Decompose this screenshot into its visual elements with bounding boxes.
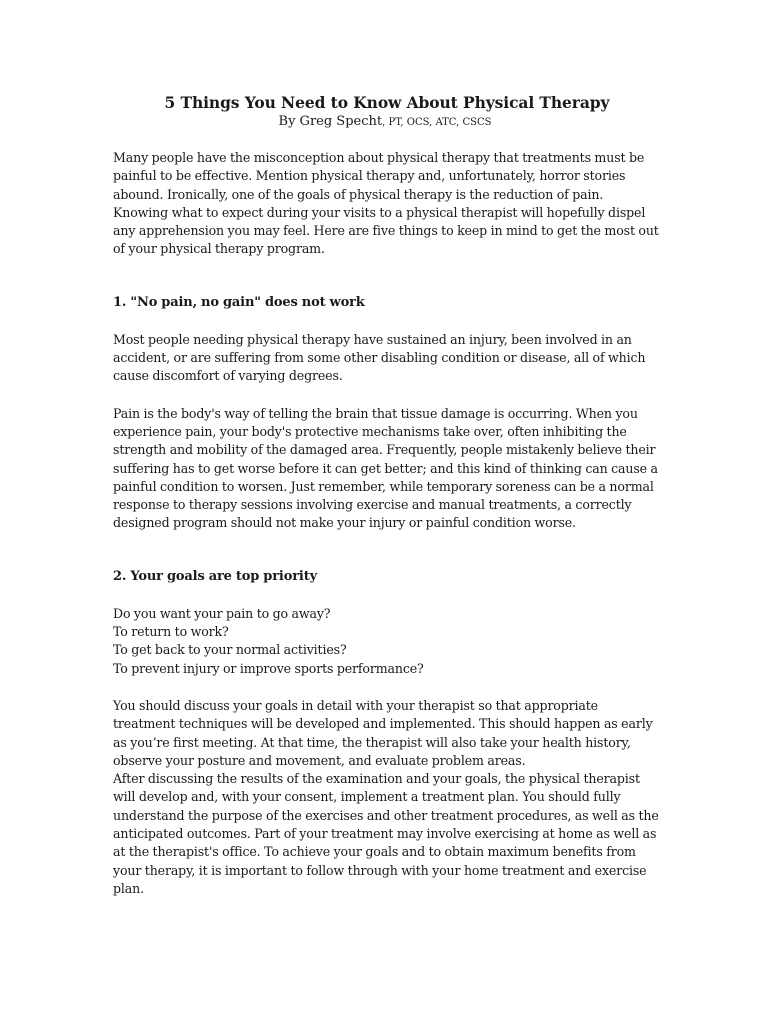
section-1-paragraph-2: Pain is the body's way of telling the brain that tissue damage is occurring. When you experience pain, your body's protective mechanisms take over, often inhibiting the strength and mobility of the damaged area. Frequently, people mistakenly believe their suffering has to get worse before it can get better; and this kind of thinking can cause a painful condition to worsen. Just remember, while temporary soreness can be a normal response to therapy sessions involving exercise and manual treatments, a correctly designed program should not make your injury or painful condition worse.: [113, 405, 658, 531]
goal-question: To prevent injury or improve sports performance?: [113, 660, 424, 676]
goal-question: To return to work?: [113, 624, 229, 640]
intro-paragraph: Many people have the misconception about physical therapy that treatments must be painful to be effective. Mention physical therapy and, unfortunately, horror stories abound. Ironically, one of the goals of physical therapy is the reduction of pain. Knowing what to expect during your visits to a physical therapist will hopefully dispel any apprehension you may feel. Here are five things to keep in mind to get the most out of your physical therapy program.: [113, 150, 659, 257]
goal-question: To get back to your normal activities?: [113, 642, 347, 658]
section-heading-1: 1. "No pain, no gain" does not work: [113, 294, 365, 310]
section-2-paragraph-1: You should discuss your goals in detail with your therapist so that appropriate treatment techniques will be developed and implemented. This should happen as early as you’re first meeting. At that time, the therapist will also take your health history, observe your posture and movement, and evaluate problem areas.: [113, 697, 653, 768]
section-1-paragraph-1: Most people needing physical therapy have sustained an injury, been involved in an accident, or are suffering from some other disabling condition or disease, all of which cause discomfort of varying degrees.: [113, 331, 646, 384]
goal-question: Do you want your pain to go away?: [113, 605, 331, 621]
document-title: 5 Things You Need to Know About Physical Therapy: [164, 93, 610, 112]
byline: [109, 113, 661, 131]
document-page: [113, 93, 661, 898]
goal-questions-list: [113, 605, 661, 678]
byline-credentials: , PT, OCS, ATC, CSCS: [382, 117, 492, 128]
section-2-paragraph-2: After discussing the results of the examination and your goals, the physical therapist will develop and, with your consent, implement a treatment plan. You should fully understand the purpose of the exercises and other treatment procedures, as well as the anticipated outcomes. Part of your treatment may involve exercising at home as well as at the therapist's office. To achieve your goals and to obtain maximum benefits from your therapy, it is important to follow through with your home treatment and exercise plan.: [113, 771, 659, 896]
byline-author: By Greg Specht: [278, 114, 383, 129]
section-heading-2: 2. Your goals are top priority: [113, 568, 317, 584]
